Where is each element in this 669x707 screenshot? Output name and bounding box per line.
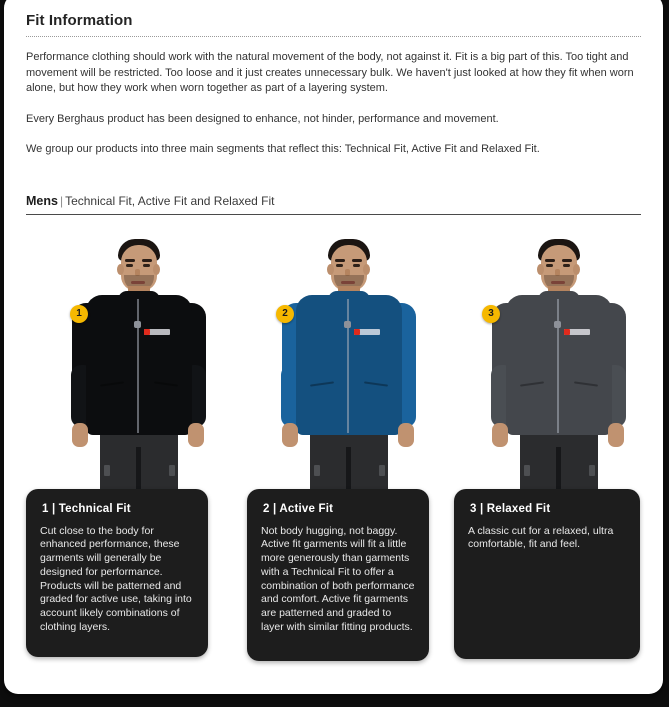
brand-logo	[354, 329, 380, 335]
figure-illustration	[458, 233, 658, 488]
eye-left	[336, 264, 343, 267]
fit-information-panel	[4, 0, 663, 694]
ear-right	[363, 264, 370, 275]
eyebrow-left	[125, 259, 135, 262]
model-badge-3: 3	[482, 305, 500, 323]
eye-right	[353, 264, 360, 267]
trouser-pocket-left	[314, 465, 320, 476]
title-divider	[26, 36, 641, 37]
jacket-zipper	[557, 299, 559, 433]
jacket-torso	[296, 295, 402, 435]
intro-paragraph-2: Every Berghaus product has been designed to enhance, not hinder, performance and movement.	[26, 112, 499, 125]
brand-logo	[144, 329, 170, 335]
ear-right	[573, 264, 580, 275]
mouth	[341, 281, 355, 284]
ear-left	[117, 264, 124, 275]
jacket-torso	[506, 295, 612, 435]
trouser-pocket-right	[169, 465, 175, 476]
eyebrow-right	[562, 259, 572, 262]
hand-right	[398, 423, 414, 447]
model-badge-2: 2	[276, 305, 294, 323]
figure-illustration	[38, 233, 238, 488]
ear-right	[153, 264, 160, 275]
hand-right	[608, 423, 624, 447]
jacket-zipper	[137, 299, 139, 433]
trouser-pocket-right	[589, 465, 595, 476]
fit-card-active	[247, 489, 429, 661]
hand-right	[188, 423, 204, 447]
model-image-relaxed-fit[interactable]	[458, 233, 658, 488]
fit-card-technical	[26, 489, 208, 657]
trousers	[520, 429, 598, 491]
mouth	[131, 281, 145, 284]
model-images-row	[26, 233, 641, 493]
mouth	[551, 281, 565, 284]
hand-left	[282, 423, 298, 447]
trouser-pocket-left	[104, 465, 110, 476]
fit-card-title: 2 | Active Fit	[263, 502, 334, 515]
fit-card-body: A classic cut for a relaxed, ultra comfortable, fit and feel.	[468, 524, 614, 551]
eye-left	[546, 264, 553, 267]
jacket-torso	[86, 295, 192, 435]
brand-logo	[564, 329, 590, 335]
model-image-active-fit[interactable]	[248, 233, 448, 488]
hand-left	[492, 423, 508, 447]
fit-cards-row	[26, 489, 641, 664]
ear-left	[537, 264, 544, 275]
section-subtitle: Technical Fit, Active Fit and Relaxed Fit	[65, 193, 275, 208]
eye-left	[126, 264, 133, 267]
trousers	[310, 429, 388, 491]
trouser-pocket-left	[524, 465, 530, 476]
trousers	[100, 429, 178, 491]
intro-text	[26, 50, 641, 158]
intro-paragraph-1: Performance clothing should work with the natural movement of the body, not against it. Fit is a big part of this. Too tight and movement will be restricted. Too loose and it just creates unnecessary bulk. We haven't just looked at how they fit when worn alone, but how they work when worn together as part of a layering system.	[26, 51, 634, 94]
fit-card-body: Cut close to the body for enhanced performance, these garments will generally be designed for performance. Products will be patterned and graded for active use, taking into account likely combinations of clothing layers.	[40, 524, 192, 634]
zipper-pull	[344, 321, 351, 328]
model-badge-1: 1	[70, 305, 88, 323]
eyebrow-right	[142, 259, 152, 262]
eye-right	[563, 264, 570, 267]
fit-card-title: 1 | Technical Fit	[42, 502, 131, 515]
mens-section-header	[26, 194, 641, 215]
eyebrow-right	[352, 259, 362, 262]
ear-left	[327, 264, 334, 275]
eyebrow-left	[335, 259, 345, 262]
panel-content	[4, 0, 663, 664]
eye-right	[143, 264, 150, 267]
fit-card-title: 3 | Relaxed Fit	[470, 502, 551, 515]
section-separator: |	[59, 193, 64, 208]
eyebrow-left	[545, 259, 555, 262]
model-image-technical-fit[interactable]	[38, 233, 238, 488]
fit-card-body: Not body hugging, not baggy. Active fit garments will fit a little more generously than garments with a Technical Fit to offer a combination of both performance and comfort. Active fit garments are patterned and graded to layer with similar fitting products.	[261, 524, 415, 634]
fit-card-relaxed	[454, 489, 640, 659]
zipper-pull	[134, 321, 141, 328]
jacket-zipper	[347, 299, 349, 433]
section-label: Mens	[26, 193, 58, 208]
figure-illustration	[248, 233, 448, 488]
page-title: Fit Information	[26, 12, 133, 29]
trouser-pocket-right	[379, 465, 385, 476]
intro-paragraph-3: We group our products into three main segments that reflect this: Technical Fit, Active Fit and Relaxed Fit.	[26, 143, 540, 155]
hand-left	[72, 423, 88, 447]
zipper-pull	[554, 321, 561, 328]
